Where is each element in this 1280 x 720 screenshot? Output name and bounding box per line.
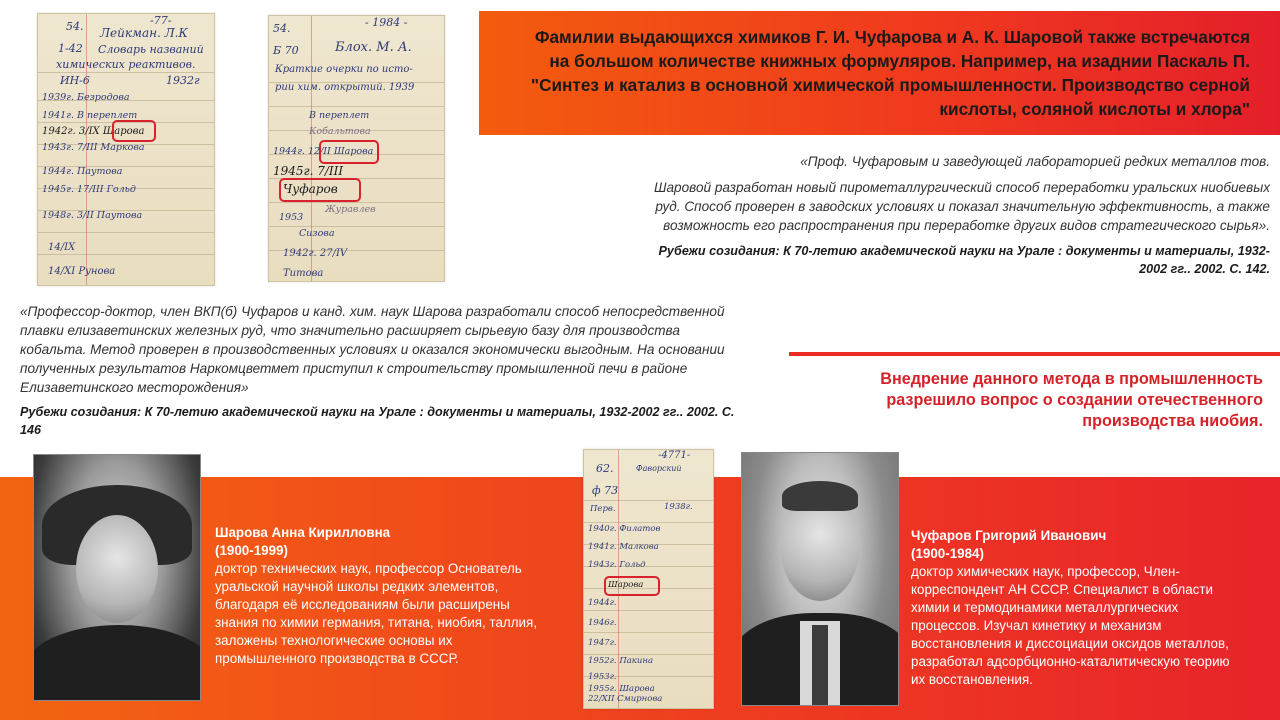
card2-entry: Сизова bbox=[299, 228, 335, 239]
card2-entry: 1942г. 27/IV bbox=[283, 248, 348, 259]
card2-code: Б 70 bbox=[273, 44, 299, 57]
card2-title-line2: рии хим. открытий. 1939 bbox=[275, 82, 415, 93]
card1-author: Лейкман. Л.К bbox=[100, 26, 188, 40]
card3-entry: 1947г. bbox=[588, 638, 617, 648]
portrait-sharova bbox=[33, 454, 201, 701]
highlight-text: Внедрение данного метода в промышленность разрешило вопрос о создании отечественного производства ниобия. bbox=[880, 370, 1263, 430]
card3-entry: 1940г. Филатов bbox=[588, 524, 661, 534]
card3-entry: 1946г. bbox=[588, 618, 617, 628]
header-banner bbox=[479, 11, 1280, 135]
card3-head: Фаворский bbox=[636, 464, 682, 473]
library-card-3 bbox=[583, 449, 714, 709]
card1-entry: 1942г. 3/IX Шарова bbox=[42, 126, 145, 137]
card3-entry: 1952г. Пакина bbox=[588, 656, 654, 666]
highlight-stamp bbox=[279, 178, 361, 202]
card1-entry: 1948г. 3/II Паутова bbox=[42, 210, 143, 221]
card3-entry: Шарова bbox=[608, 580, 644, 590]
card2-author: Блох. М. А. bbox=[335, 40, 412, 55]
card1-entry: 14/XI Рунова bbox=[48, 266, 116, 277]
card2-entry: Чуфаров bbox=[283, 182, 338, 196]
card1-entry: 1943г. 7/III Маркова bbox=[42, 142, 145, 153]
highlight-stamp bbox=[604, 576, 660, 596]
card3-entry: 1955г. Шарова bbox=[588, 684, 655, 694]
card3-entry: 1944г. bbox=[588, 598, 617, 608]
sharova-name: Шарова Анна Кирилловна bbox=[215, 525, 391, 540]
card3-corner: -4771- bbox=[658, 450, 691, 461]
card1-title-line1: Словарь названий bbox=[98, 43, 204, 56]
card2-entry: 1944г. 12/II Шарова bbox=[273, 146, 374, 157]
chufarov-name: Чуфаров Григорий Иванович bbox=[911, 528, 1107, 543]
card2-title-line1: Краткие очерки по исто- bbox=[275, 64, 413, 75]
card1-pub: ИН-6 bbox=[60, 74, 90, 87]
card2-entry: Журавлев bbox=[325, 204, 376, 215]
quote-right-p2: Шаровой разработан новый пирометаллургический способ переработки уральских ниобиевых руд. Способ проверен в заводских условиях и показал значительную эффективность, а также возможность его распространения при переработке других видов стратегического сырья». bbox=[653, 180, 1270, 233]
highlight-stamp bbox=[112, 120, 156, 142]
card1-top-num: 54. bbox=[66, 20, 84, 33]
card2-entry: 1953 bbox=[279, 212, 304, 223]
card1-entry: 1939г. Безродова bbox=[42, 92, 130, 103]
quote-left-text: «Профессор-доктор, член ВКП(б) Чуфаров и канд. хим. наук Шарова разработали способ непосредственной плавки елизаветинских железных руд, что значительно расширяет сырьевую базу для производства кобальта. Метод проверен в производственных условиях и оказался экономически выгодным. На основании полученных результатов Наркомцветмет приступил к строительству промышленной печи в районе Елизаветинского месторождения» bbox=[20, 304, 725, 395]
card3-code: ф 73 bbox=[592, 484, 619, 497]
card2-top-num: 54. bbox=[273, 22, 291, 35]
quote-left bbox=[20, 302, 750, 439]
card1-year: 1932г bbox=[166, 74, 200, 87]
portrait-chufarov bbox=[741, 452, 899, 706]
library-card-2 bbox=[268, 15, 445, 282]
card3-top-num: 62. bbox=[596, 462, 614, 475]
card2-entry: 1945г. 7/III bbox=[273, 164, 344, 178]
highlight-stamp bbox=[319, 140, 379, 164]
quote-right bbox=[640, 152, 1270, 278]
card1-entry: 1944г. Паутова bbox=[42, 166, 123, 177]
banner-text: Фамилии выдающихся химиков Г. И. Чуфарова и А. К. Шаровой также встречаются на большом количестве книжных формуляров. Например, на изаднии Паскаль П. "Синтез и катализ в основной химической промышленности. Производство серной кислоты, соляной кислоты и хлора" bbox=[530, 27, 1250, 119]
card2-entry: Титова bbox=[283, 268, 324, 279]
sharova-years: (1900-1999) bbox=[215, 543, 288, 558]
quote-right-source: Рубежи созидания: К 70-летию академической науки на Урале : документы и материалы, 1932-2002 гг.. 2002. С. 142. bbox=[658, 244, 1270, 276]
card3-entry: 22/XII Смирнова bbox=[588, 694, 663, 704]
card2-entry: В переплет bbox=[309, 110, 370, 121]
library-card-1 bbox=[37, 13, 215, 286]
bio-chufarov bbox=[911, 527, 1246, 689]
card1-title-line2: химических реактивов. bbox=[56, 58, 196, 71]
card3-entry: Перв. bbox=[590, 504, 616, 514]
card1-entry: 14/IX bbox=[48, 242, 76, 253]
card2-entry: Кобальтова bbox=[309, 126, 371, 137]
quote-right-p1: «Проф. Чуфаровым и заведующей лабораторией редких металлов тов. bbox=[800, 154, 1270, 169]
card1-code: 1-42 bbox=[58, 42, 83, 55]
divider-line bbox=[789, 352, 1280, 356]
card3-entry: 1953г. bbox=[588, 672, 617, 682]
card1-entry: 1941г. В переплет bbox=[42, 110, 138, 121]
chufarov-years: (1900-1984) bbox=[911, 546, 984, 561]
bio-sharova bbox=[215, 524, 555, 668]
card2-corner: - 1984 - bbox=[365, 16, 408, 29]
quote-left-source: Рубежи созидания: К 70-летию академической науки на Урале : документы и материалы, 1932-2002 гг.. 2002. С. 146 bbox=[20, 405, 735, 437]
card1-entry: 1945г. 17/III Гольд bbox=[42, 184, 136, 195]
card3-entry: 1938г. bbox=[664, 502, 693, 512]
card3-entry: 1943г. Гольд bbox=[588, 560, 646, 570]
card1-corner: -77- bbox=[150, 14, 172, 27]
chufarov-bio: доктор химических наук, профессор, Член-корреспондент АН СССР. Специалист в области химии и термодинамики металлургических процессов. Изучал кинетику и механизм восстановления и диссоциации оксидов металлов, разработал адсорбционно-каталитическую теорию их восстановления. bbox=[911, 564, 1230, 687]
card3-entry: 1941г. Малкова bbox=[588, 542, 659, 552]
sharova-bio: доктор технических наук, профессор Основатель уральской научной школы редких элементов, благодаря её исследованиям были расширены знания по химии германия, титана, ниобия, таллия, заложены технологические основы их промышленного производства в СССР. bbox=[215, 561, 538, 666]
